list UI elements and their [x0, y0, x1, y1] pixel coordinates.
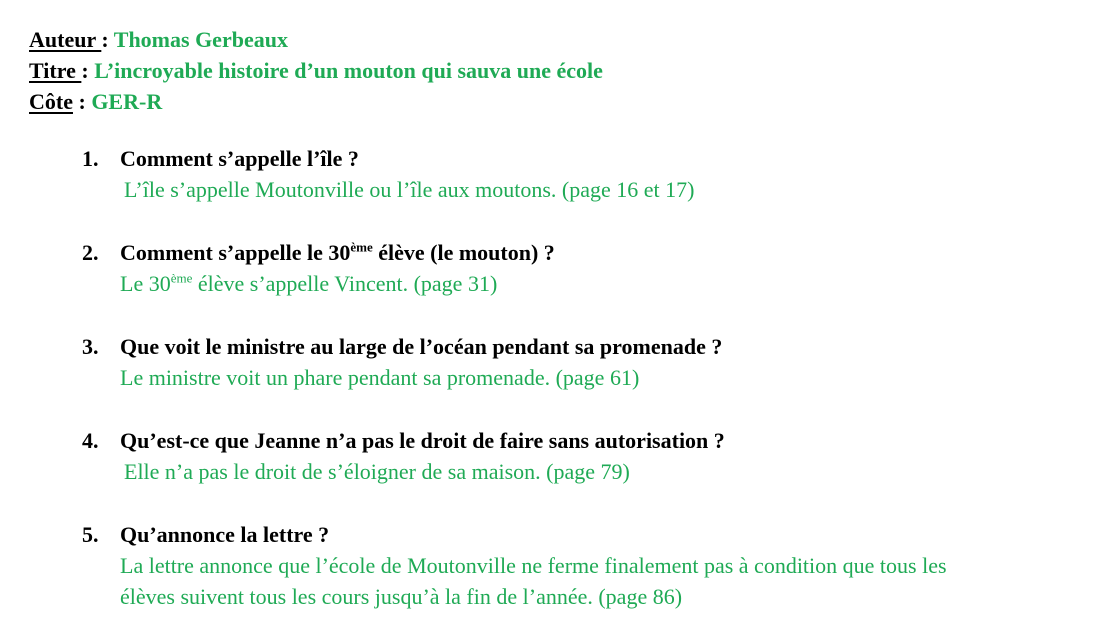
answer-text: Le ministre voit un phare pendant sa promenade. (page 61) [120, 365, 640, 390]
cote-label: Côte [29, 89, 73, 114]
question-text: Qu’est-ce que Jeanne n’a pas le droit de faire sans autorisation ? [120, 428, 725, 453]
title-separator: : [81, 58, 95, 83]
question-number: 3. [82, 334, 99, 359]
answer-superscript: ème [170, 270, 193, 286]
answer-text [120, 268, 1082, 299]
answer-text-end: élève s’appelle Vincent. (page 31) [192, 271, 498, 296]
question-list [82, 143, 1082, 612]
book-info-header [29, 24, 603, 117]
author-label: Auteur [29, 27, 102, 52]
answer-text: Elle n’a pas le droit de s’éloigner de sa maison. (page 79) [124, 459, 630, 484]
title-line [29, 55, 603, 86]
question-text: Qu’annonce la lettre ? [120, 522, 330, 547]
answer-text: L’île s’appelle Moutonville ou l’île aux moutons. (page 16 et 17) [124, 177, 695, 202]
cote-value: GER-R [91, 89, 163, 114]
author-separator: : [101, 27, 114, 52]
question-item-5 [82, 519, 1082, 612]
question-item-2 [82, 237, 1082, 299]
question-text-start: Comment s’appelle le 30 [120, 240, 351, 265]
question-item-4 [82, 425, 1082, 487]
author-value: Thomas Gerbeaux [113, 27, 288, 52]
answer-text-line-2: élèves suivent tous les cours jusqu’à la fin de l’année. (page 86) [120, 584, 683, 609]
question-text: Comment s’appelle l’île ? [120, 146, 359, 171]
question-text [120, 237, 1082, 268]
question-item-1 [82, 143, 1082, 205]
title-value: L’incroyable histoire d’un mouton qui sauva une école [94, 58, 603, 83]
question-superscript: ème [350, 239, 373, 255]
answer-text-line-1: La lettre annonce que l’école de Moutonville ne ferme finalement pas à condition que tous les [120, 553, 947, 578]
author-line [29, 24, 603, 55]
question-number: 4. [82, 428, 99, 453]
question-number: 5. [82, 522, 99, 547]
question-number: 2. [82, 240, 99, 265]
question-text-end: élève (le mouton) ? [372, 240, 555, 265]
question-text: Que voit le ministre au large de l’océan pendant sa promenade ? [120, 334, 723, 359]
cote-separator: : [72, 89, 92, 114]
cote-line [29, 86, 603, 117]
question-number: 1. [82, 146, 99, 171]
title-label: Titre [29, 58, 82, 83]
answer-text-start: Le 30 [120, 271, 171, 296]
question-item-3 [82, 331, 1082, 393]
